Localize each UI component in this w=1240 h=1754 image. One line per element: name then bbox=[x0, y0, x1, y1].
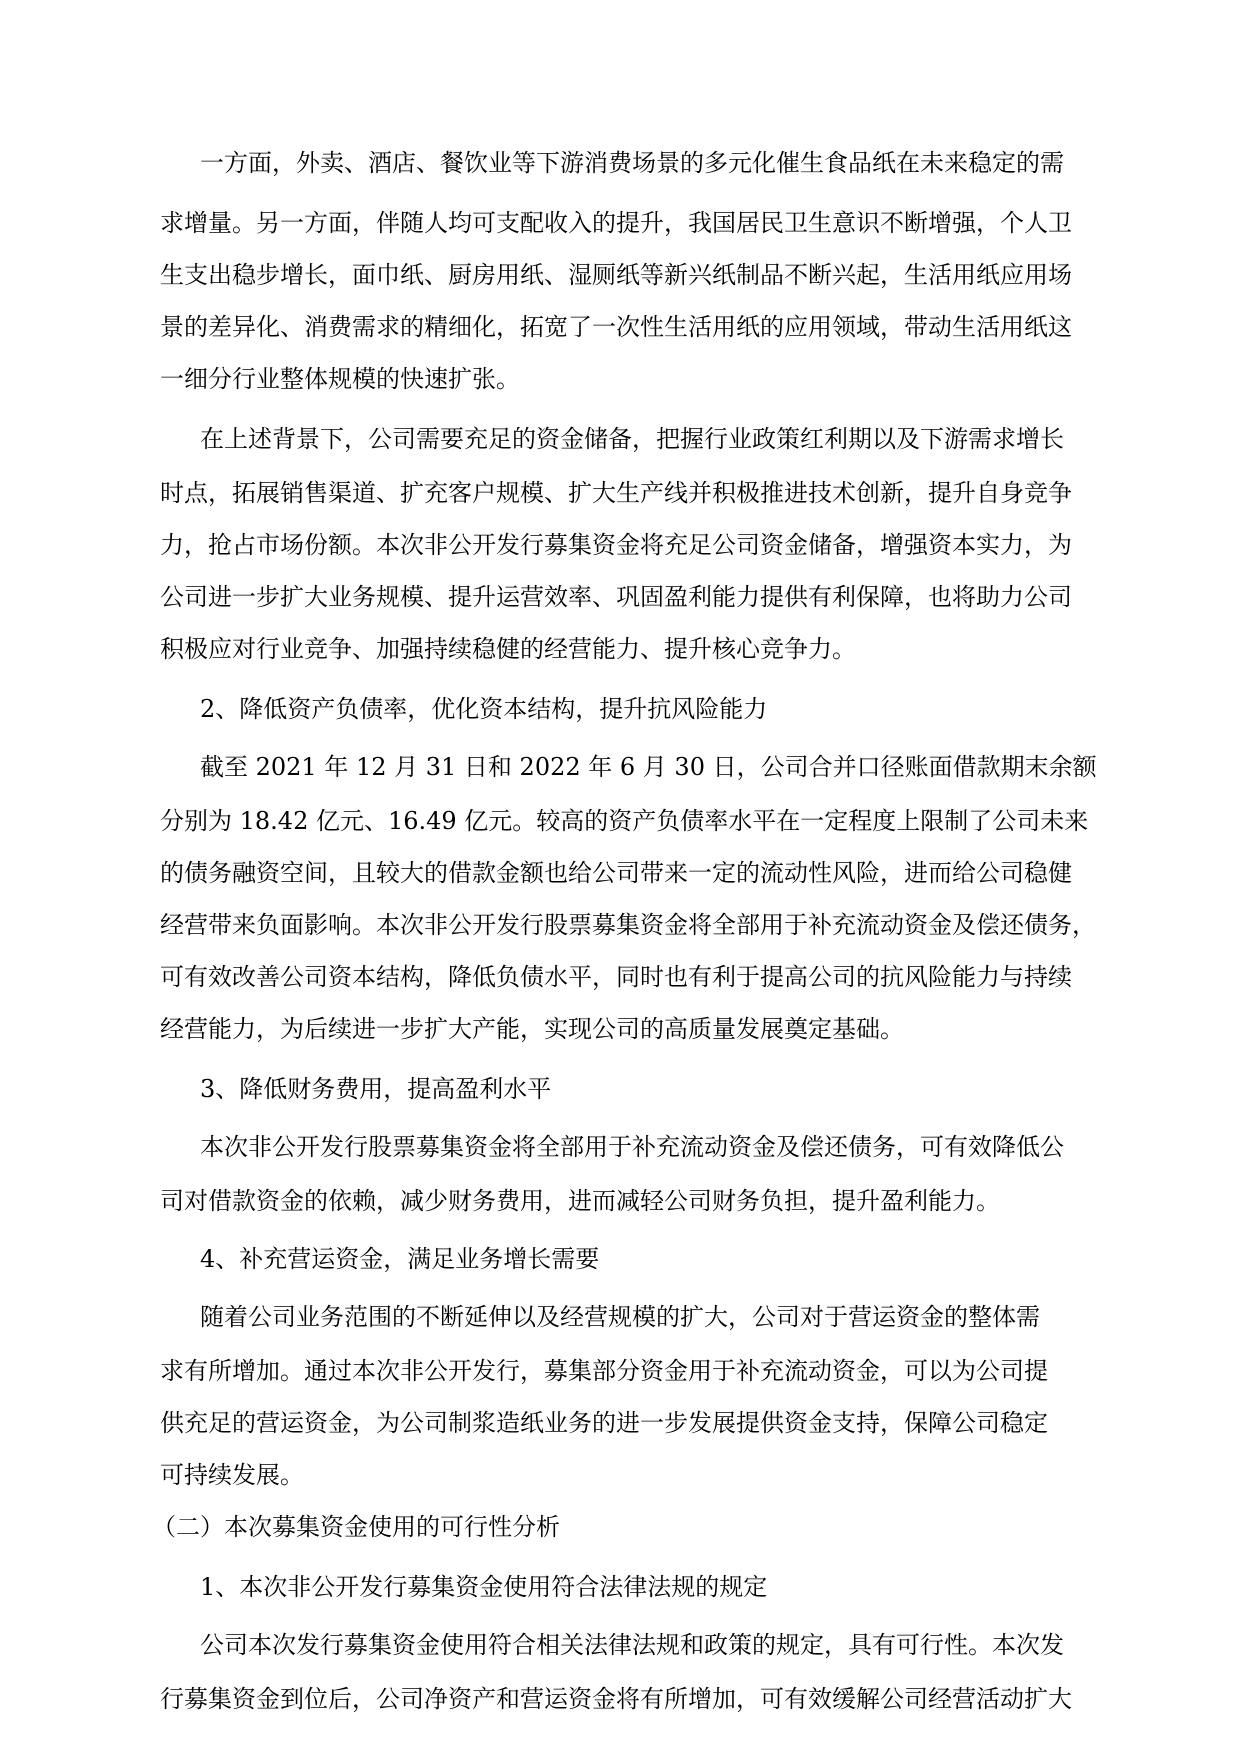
paragraph-line: 生支出稳步增长，面巾纸、厨房用纸、湿厕纸等新兴纸制品不断兴起，生活用纸应用场 bbox=[160, 261, 1072, 289]
paragraph-line: 力，抢占市场份额。本次非公开发行募集资金将充足公司资金储备，增强资本实力，为 bbox=[160, 531, 1072, 559]
paragraph-line: 景的差异化、消费需求的精细化，拓宽了一次性生活用纸的应用领域，带动生活用纸这 bbox=[160, 313, 1072, 341]
section-heading: （二）本次募集资金使用的可行性分析 bbox=[152, 1513, 560, 1541]
paragraph-line: 公司进一步扩大业务规模、提升运营效率、巩固盈利能力提供有利保障，也将助力公司 bbox=[160, 583, 1072, 611]
paragraph-line: 一方面，外卖、酒店、餐饮业等下游消费场景的多元化催生食品纸在未来稳定的需 bbox=[200, 149, 1064, 177]
paragraph-line: 一细分行业整体规模的快速扩张。 bbox=[160, 365, 520, 393]
paragraph-line: 的债务融资空间，且较大的借款金额也给公司带来一定的流动性风险，进而给公司稳健 bbox=[160, 859, 1072, 887]
paragraph-line: 公司本次发行募集资金使用符合相关法律法规和政策的规定，具有可行性。本次发 bbox=[200, 1631, 1064, 1659]
paragraph-line: 截至 2021 年 12 月 31 日和 2022 年 6 月 30 日，公司合并口径账面借款期末余额 bbox=[200, 753, 1097, 781]
paragraph-line: 求有所增加。通过本次非公开发行，募集部分资金用于补充流动资金，可以为公司提 bbox=[160, 1357, 1048, 1385]
paragraph-line: 可持续发展。 bbox=[160, 1461, 304, 1489]
section-heading: 2、降低资产负债率，优化资本结构，提升抗风险能力 bbox=[200, 695, 768, 723]
paragraph-line: 随着公司业务范围的不断延伸以及经营规模的扩大，公司对于营运资金的整体需 bbox=[200, 1303, 1040, 1331]
paragraph-line: 司对借款资金的依赖，减少财务费用，进而减轻公司财务负担，提升盈利能力。 bbox=[160, 1187, 1000, 1215]
paragraph-line: 时点，拓展销售渠道、扩充客户规模、扩大生产线并积极推进技术创新，提升自身竞争 bbox=[160, 479, 1072, 507]
paragraph-line: 在上述背景下，公司需要充足的资金储备，把握行业政策红利期以及下游需求增长 bbox=[200, 425, 1064, 453]
paragraph-line: 行募集资金到位后，公司净资产和营运资金将有所增加，可有效缓解公司经营活动扩大 bbox=[160, 1685, 1072, 1713]
section-heading: 4、补充营运资金，满足业务增长需要 bbox=[200, 1245, 600, 1273]
section-heading: 3、降低财务费用，提高盈利水平 bbox=[200, 1075, 552, 1103]
paragraph-line: 经营能力，为后续进一步扩大产能，实现公司的高质量发展奠定基础。 bbox=[160, 1015, 904, 1043]
paragraph-line: 可有效改善公司资本结构，降低负债水平，同时也有利于提高公司的抗风险能力与持续 bbox=[160, 963, 1072, 991]
paragraph-line: 供充足的营运资金，为公司制浆造纸业务的进一步发展提供资金支持，保障公司稳定 bbox=[160, 1409, 1048, 1437]
section-heading: 1、本次非公开发行募集资金使用符合法律法规的规定 bbox=[200, 1573, 768, 1601]
paragraph-line: 积极应对行业竞争、加强持续稳健的经营能力、提升核心竞争力。 bbox=[160, 635, 856, 663]
paragraph-line: 分别为 18.42 亿元、16.49 亿元。较高的资产负债率水平在一定程度上限制了公司未来 bbox=[160, 807, 1089, 835]
paragraph-line: 求增量。另一方面，伴随人均可支配收入的提升，我国居民卫生意识不断增强，个人卫 bbox=[160, 209, 1072, 237]
paragraph-line: 本次非公开发行股票募集资金将全部用于补充流动资金及偿还债务，可有效降低公 bbox=[200, 1133, 1064, 1161]
paragraph-line: 经营带来负面影响。本次非公开发行股票募集资金将全部用于补充流动资金及偿还债务， bbox=[160, 911, 1096, 939]
